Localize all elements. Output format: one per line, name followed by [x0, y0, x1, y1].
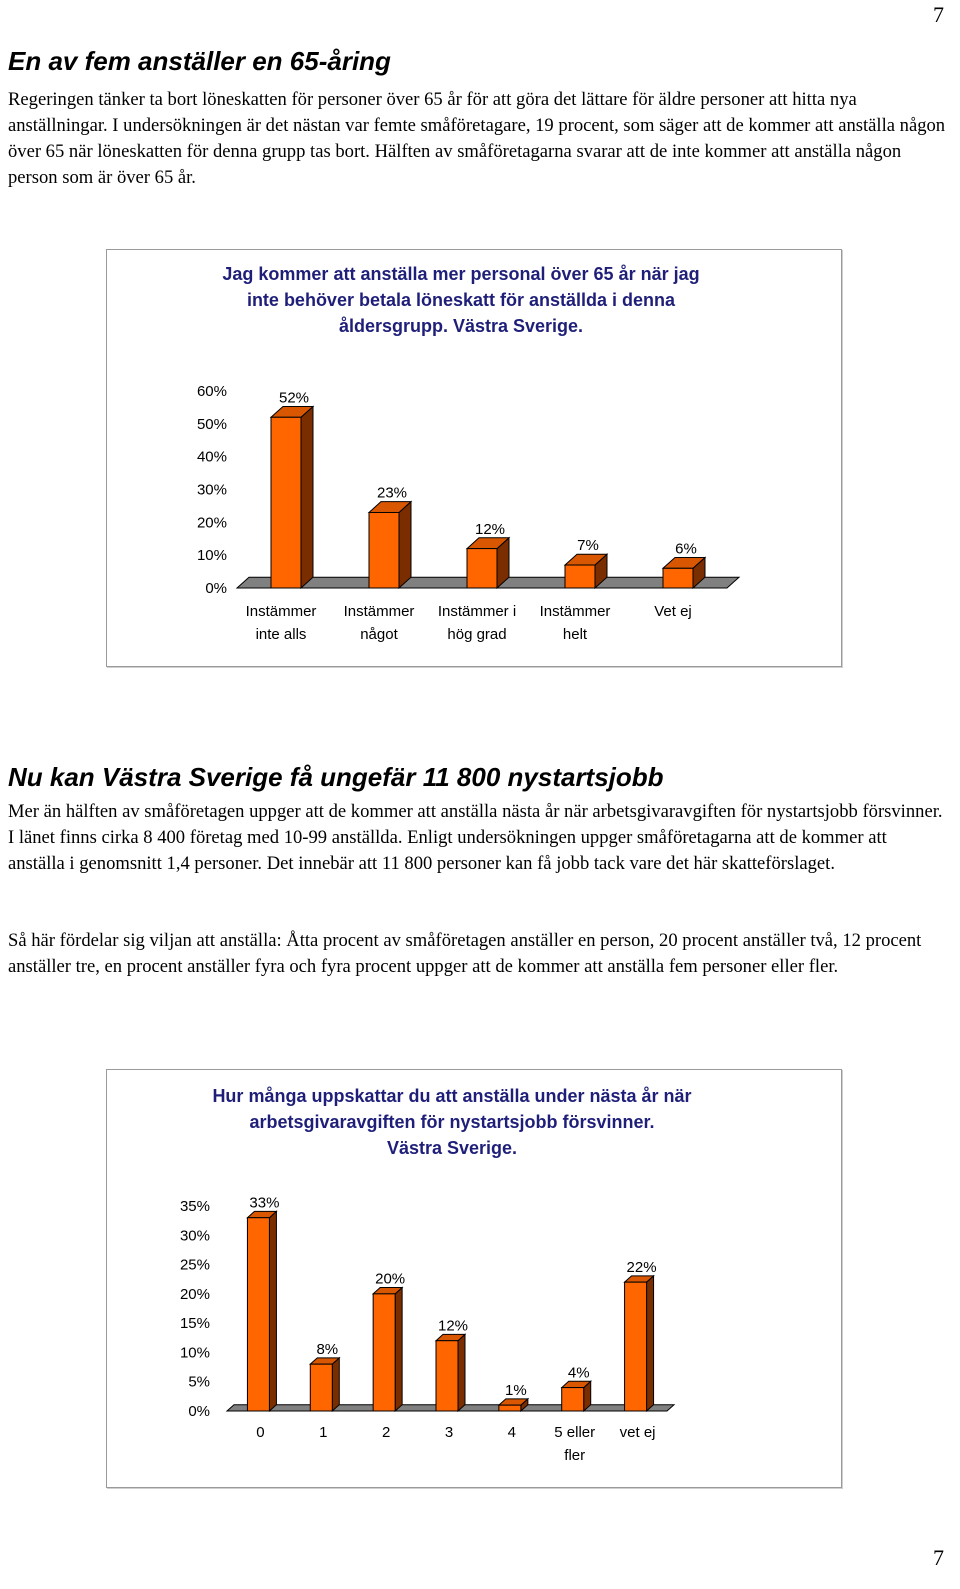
data-label: 22%	[626, 1258, 657, 1276]
bar-side	[647, 1276, 654, 1411]
y-tick-label: 35%	[179, 1198, 210, 1215]
y-tick-label: 50%	[196, 415, 227, 433]
x-category-label: 1	[319, 1424, 328, 1441]
x-category-label: 3	[444, 1424, 454, 1441]
y-tick-label: 40%	[196, 448, 227, 466]
x-category-label: 2	[381, 1424, 391, 1441]
y-tick-label: 0%	[188, 1403, 210, 1420]
bar-side	[458, 1334, 465, 1411]
data-label: 20%	[375, 1270, 406, 1288]
bar	[467, 549, 497, 588]
x-category-label: vet ej	[619, 1424, 656, 1441]
y-tick-label: 20%	[196, 514, 227, 532]
x-category-label: 0	[256, 1424, 265, 1441]
x-category-label: helt	[562, 626, 588, 643]
bar-side	[332, 1358, 339, 1411]
page-number-bottom: 7	[933, 1545, 944, 1570]
data-label: 1%	[505, 1381, 527, 1399]
bar	[271, 417, 301, 588]
chart-title-line: inte behöver betala löneskatt för anställda i denna	[246, 290, 676, 310]
bar-side	[399, 502, 411, 588]
y-tick-label: 20%	[179, 1285, 210, 1303]
y-tick-label: 10%	[196, 547, 227, 565]
chart-title-line: arbetsgivaravgiften för nystartsjobb försvinner.	[249, 1112, 655, 1132]
data-label: 33%	[249, 1194, 280, 1212]
x-category-label: inte alls	[255, 626, 307, 643]
bar	[562, 1388, 584, 1411]
data-label: 8%	[316, 1340, 339, 1358]
page-number-top: 7	[933, 2, 944, 27]
chart-title-line: Hur många uppskattar du att anställa under nästa år när	[212, 1086, 692, 1106]
x-category-label: Instämmer	[539, 603, 611, 620]
x-category-label: Instämmer i	[437, 603, 517, 620]
bar	[369, 512, 399, 588]
chart-title-line: Jag kommer att anställa mer personal över 65 år när jag	[222, 264, 700, 284]
bar	[625, 1282, 647, 1411]
x-category-label: Instämmer	[245, 603, 317, 620]
chart-title-line: Västra Sverige.	[386, 1138, 518, 1158]
y-tick-label: 5%	[188, 1373, 210, 1391]
data-label: 12%	[474, 520, 506, 538]
chart-2-frame	[106, 1069, 842, 1488]
section1-heading: En av fem anställer en 65-åring	[8, 46, 391, 76]
y-tick-label: 0%	[205, 580, 227, 597]
section2-paragraph-2: Så här fördelar sig viljan att anställa: Åtta procent av småföretagen anställer en person, 20 procent anställer två, 12 procent anställer tre, en procent anställer fyra och fyra procent uppger att de kommer att anställa fem personer eller fler.	[8, 930, 922, 977]
chart-2	[107, 1070, 841, 1487]
chart-title-line: åldersgrupp. Västra Sverige.	[338, 316, 584, 336]
chart-1-frame	[106, 249, 842, 667]
y-tick-label: 15%	[179, 1315, 210, 1333]
section2-heading: Nu kan Västra Sverige få ungefär 11 800 nystartsjobb	[8, 762, 664, 792]
x-category-label: 4	[507, 1424, 517, 1441]
bar	[310, 1364, 332, 1411]
bar	[373, 1294, 395, 1411]
x-category-label: Vet ej	[654, 603, 692, 620]
bar	[499, 1405, 521, 1411]
y-tick-label: 10%	[179, 1344, 210, 1362]
bar	[436, 1341, 458, 1411]
data-label: 23%	[376, 484, 408, 502]
bar	[247, 1218, 269, 1411]
section2-paragraph-1: Mer än hälften av småföretagen uppger att de kommer att anställa nästa år när arbetsgivaravgiften för nystartsjobb försvinner. I länet finns cirka 8 400 företag med 10-99 anställda. Enligt undersökningen uppger småföretagarna att de kommer att anställa i genomsnitt 1,4 personer. Det innebär att 11 800 personer kan få jobb tack vare det här skatteförslaget.	[8, 801, 943, 874]
bar-side	[269, 1211, 276, 1411]
y-tick-label: 25%	[179, 1256, 210, 1274]
bar-side	[301, 406, 313, 588]
x-category-label: 5 eller	[554, 1424, 596, 1441]
data-label: 12%	[437, 1317, 469, 1335]
data-label: 4%	[567, 1364, 590, 1382]
bar-side	[395, 1288, 402, 1411]
x-category-label: hög grad	[447, 626, 507, 643]
data-label: 6%	[675, 540, 697, 558]
y-tick-label: 30%	[196, 481, 227, 499]
x-category-label: fler	[564, 1447, 586, 1464]
data-label: 52%	[278, 389, 310, 407]
y-tick-label: 60%	[196, 383, 227, 400]
chart-1	[107, 250, 841, 666]
bar	[565, 565, 595, 588]
y-tick-label: 30%	[179, 1227, 210, 1245]
bar	[663, 568, 693, 588]
section1-paragraph: Regeringen tänker ta bort löneskatten för personer över 65 år för att göra det lättare för äldre personer att hitta nya anställningar. I undersökningen är det nästan var femte småföretagare, 19 procent, som säger att de kommer att anställa någon över 65 när löneskatten för denna grupp tas bort. Hälften av småföretagarna svarar att de inte kommer att anställa någon person som är över 65 år.	[8, 89, 946, 188]
x-category-label: Instämmer	[343, 603, 415, 620]
x-category-label: något	[360, 626, 398, 643]
data-label: 7%	[577, 537, 599, 555]
